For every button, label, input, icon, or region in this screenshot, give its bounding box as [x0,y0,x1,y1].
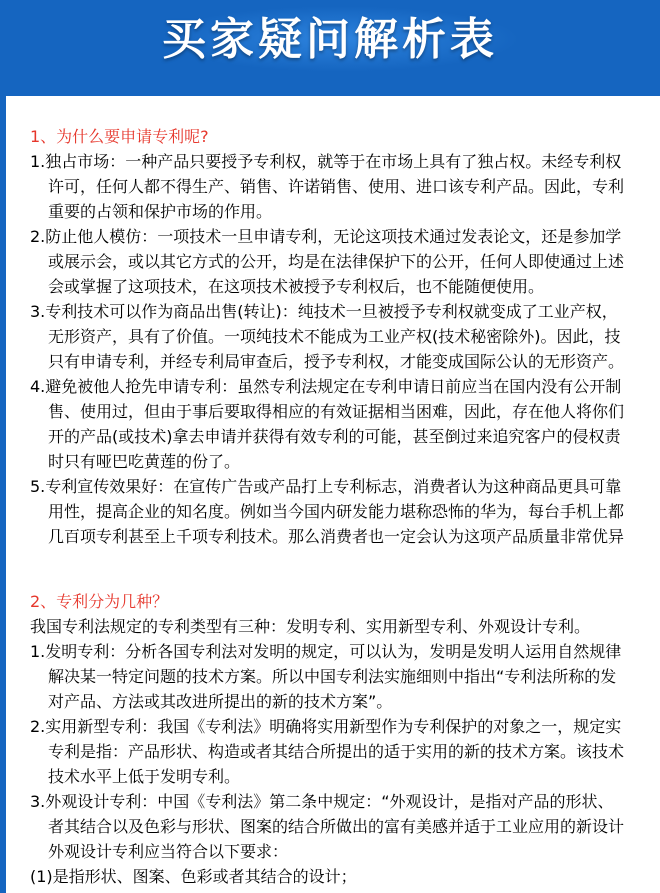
section1-line: 5.专利宣传效果好：在宣传广告或产品打上专利标志，消费者认为这种商品更具可靠 [30,477,622,496]
section1-line: 3.专利技术可以作为商品出售(转让)：纯技术一旦被授予专利权就变成了工业产权， [30,302,618,321]
section1-line: 几百项专利甚至上千项专利技术。那么消费者也一定会认为这项产品质量非常优异 [48,527,625,546]
header-banner [0,0,660,80]
section1-line: 时只有哑巴吃黄莲的份了。 [48,452,241,471]
section2-line: 解决某一特定问题的技术方案。所以中国专利法实施细则中指出“专利法所称的发 [48,667,617,686]
section2-line: (1)是指形状、图案、色彩或者其结合的设计； [30,867,357,886]
section1-line: 会或掌握了这项技术，在这项技术被授予专利权后，也不能随便使用。 [48,277,545,296]
section2-line: 1.发明专利：分析各国专利法对发明的规定，可以认为，发明是发明人运用自然规律 [30,642,622,661]
section1-line: 无形资产，具有了价值。一项纯技术不能成为工业产权(技术秘密除外)。因此，技 [48,327,621,346]
section1-line: 只有申请专利，并经专利局审查后，授予专利权，才能变成国际公认的无形资产。 [48,352,625,371]
section1-line: 开的产品(或技术)拿去申请并获得有效专利的可能，甚至倒过来追究客户的侵权责 [48,427,621,446]
section2-line: 外观设计专利应当符合以下要求： [48,842,289,861]
section2-line: 者其结合以及色彩与形状、图案的结合所做出的富有美感并适于工业应用的新设计 [48,817,625,836]
section1-line: 或展示会，或以其它方式的公开，均是在法律保护下的公开，任何人即使通过上述 [48,252,625,271]
banner-underbar [0,80,660,96]
section2-line: 技术水平上低于发明专利。 [48,767,241,786]
section1-line: 4.避免被他人抢先申请专利：虽然专利法规定在专利申请日前应当在国内没有公开制 [30,377,622,396]
page-title: 买家疑问解析表 [162,14,498,65]
faq-content [30,124,660,889]
section2-line: 我国专利法规定的专利类型有三种：发明专利、实用新型专利、外观设计专利。 [30,617,591,636]
section2-line: 专利是指：产品形状、构造或者其结合所提出的适于实用的新的技术方案。该技术 [48,742,625,761]
section1-line: 用性，提高企业的知名度。例如当今国内研发能力堪称恐怖的华为，每台手机上都 [48,502,625,521]
section1-line: 重要的占领和保护市场的作用。 [48,202,273,221]
section-spacer [30,549,660,589]
section2-line: 对产品、方法或其改进所提出的新的技术方案”。 [48,692,393,711]
section1-line: 1.独占市场：一种产品只要授予专利权，就等于在市场上具有了独占权。未经专利权 [30,152,622,171]
section1-line: 许可，任何人都不得生产、销售、许诺销售、使用、进口该专利产品。因此，专利 [48,177,625,196]
section1-line: 2.防止他人模仿：一项技术一旦申请专利，无论这项技术通过发表论文，还是参加学 [30,227,622,246]
section2-heading: 2、专利分为几种？ [30,592,169,611]
section2-line: 2.实用新型专利：我国《专利法》明确将实用新型作为专利保护的对象之一，规定实 [30,717,622,736]
section1-line: 售、使用过，但由于事后要取得相应的有效证据相当困难，因此，存在他人将你们 [48,402,625,421]
section1-heading: 1、为什么要申请专利呢? [30,127,209,146]
section2-line: 3.外观设计专利：中国《专利法》第二条中规定：“外观设计，是指对产品的形状、 [30,792,614,811]
